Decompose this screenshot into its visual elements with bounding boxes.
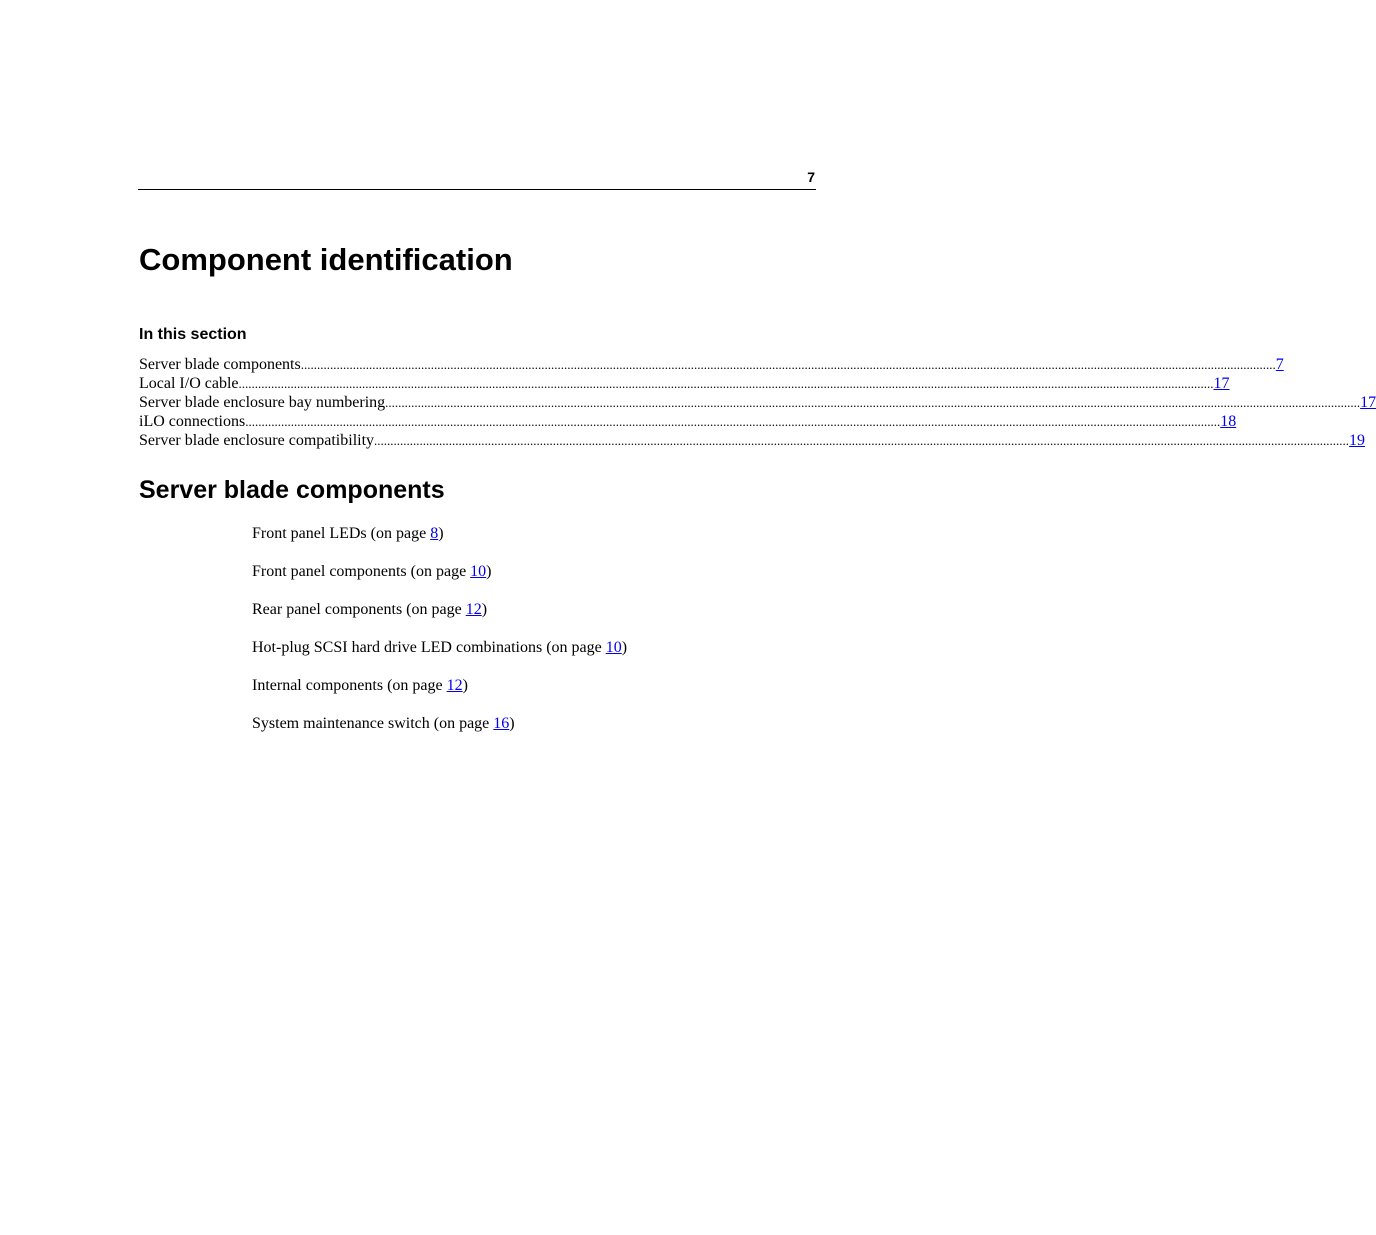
toc-page-link[interactable]: 17 bbox=[1360, 394, 1376, 411]
list-item bbox=[252, 562, 627, 600]
list-item bbox=[252, 676, 627, 714]
list-item bbox=[252, 714, 627, 752]
component-list bbox=[252, 524, 627, 752]
page-link[interactable]: 16 bbox=[493, 715, 510, 732]
toc-page-link[interactable]: 17 bbox=[1213, 375, 1230, 392]
toc-page-link[interactable]: 18 bbox=[1220, 413, 1237, 430]
toc-entry-label: Local I/O cable bbox=[139, 375, 239, 392]
page-link[interactable]: 10 bbox=[605, 639, 622, 656]
list-item bbox=[252, 524, 627, 562]
list-item-text: Internal components (on page bbox=[252, 677, 447, 694]
toc-entry bbox=[139, 355, 1284, 374]
list-item-text: Front panel LEDs (on page bbox=[252, 525, 431, 542]
list-item-close: ) bbox=[621, 639, 628, 656]
list-item-close: ) bbox=[462, 677, 468, 694]
list-item-close: ) bbox=[486, 563, 492, 580]
page-link[interactable]: 12 bbox=[446, 677, 463, 694]
toc-leader-dots: ............................................................................................................................................................................................................................................................................................................ bbox=[238, 376, 1214, 391]
toc-leader-dots: ............................................................................................................................................................................................................................................................................................................ bbox=[374, 433, 1350, 448]
header-rule bbox=[138, 189, 816, 190]
chapter-title: Component identification bbox=[139, 242, 513, 277]
toc-page-link[interactable]: 19 bbox=[1349, 432, 1366, 449]
page-link[interactable]: 12 bbox=[465, 601, 482, 618]
toc-leader-dots: ............................................................................................................................................................................................................................................................................................................ bbox=[300, 357, 1276, 372]
toc-entry-label: Server blade enclosure bay numbering bbox=[139, 394, 386, 411]
page-link[interactable]: 8 bbox=[430, 525, 439, 542]
in-this-section-heading: In this section bbox=[139, 326, 247, 343]
list-item-close: ) bbox=[509, 715, 515, 732]
toc-page-link[interactable]: 7 bbox=[1275, 356, 1284, 373]
list-item-close: ) bbox=[481, 601, 488, 618]
list-item bbox=[252, 600, 627, 638]
toc-entry bbox=[139, 431, 1366, 450]
toc-leader-dots: ............................................................................................................................................................................................................................................................................................................ bbox=[385, 395, 1361, 410]
page-number: 7 bbox=[807, 169, 815, 185]
toc-entry-label: Server blade enclosure compatibility bbox=[139, 432, 375, 449]
list-item-text: Hot-plug SCSI hard drive LED combinations (on page bbox=[252, 639, 606, 656]
toc-entry bbox=[139, 412, 1237, 431]
toc-entry bbox=[139, 374, 1230, 393]
section-toc bbox=[139, 355, 1376, 450]
page-link[interactable]: 10 bbox=[470, 563, 487, 580]
list-item bbox=[252, 638, 627, 676]
toc-entry-label: iLO connections bbox=[139, 413, 246, 430]
list-item-text: System maintenance switch (on page bbox=[252, 715, 494, 732]
toc-entry-label: Server blade components bbox=[139, 356, 301, 373]
list-item-text: Rear panel components (on page bbox=[252, 601, 466, 618]
list-item-text: Front panel components (on page bbox=[252, 563, 471, 580]
toc-entry bbox=[139, 393, 1376, 412]
toc-leader-dots: ............................................................................................................................................................................................................................................................................................................ bbox=[245, 414, 1221, 429]
section-title: Server blade components bbox=[139, 476, 445, 504]
list-item-close: ) bbox=[438, 525, 444, 542]
